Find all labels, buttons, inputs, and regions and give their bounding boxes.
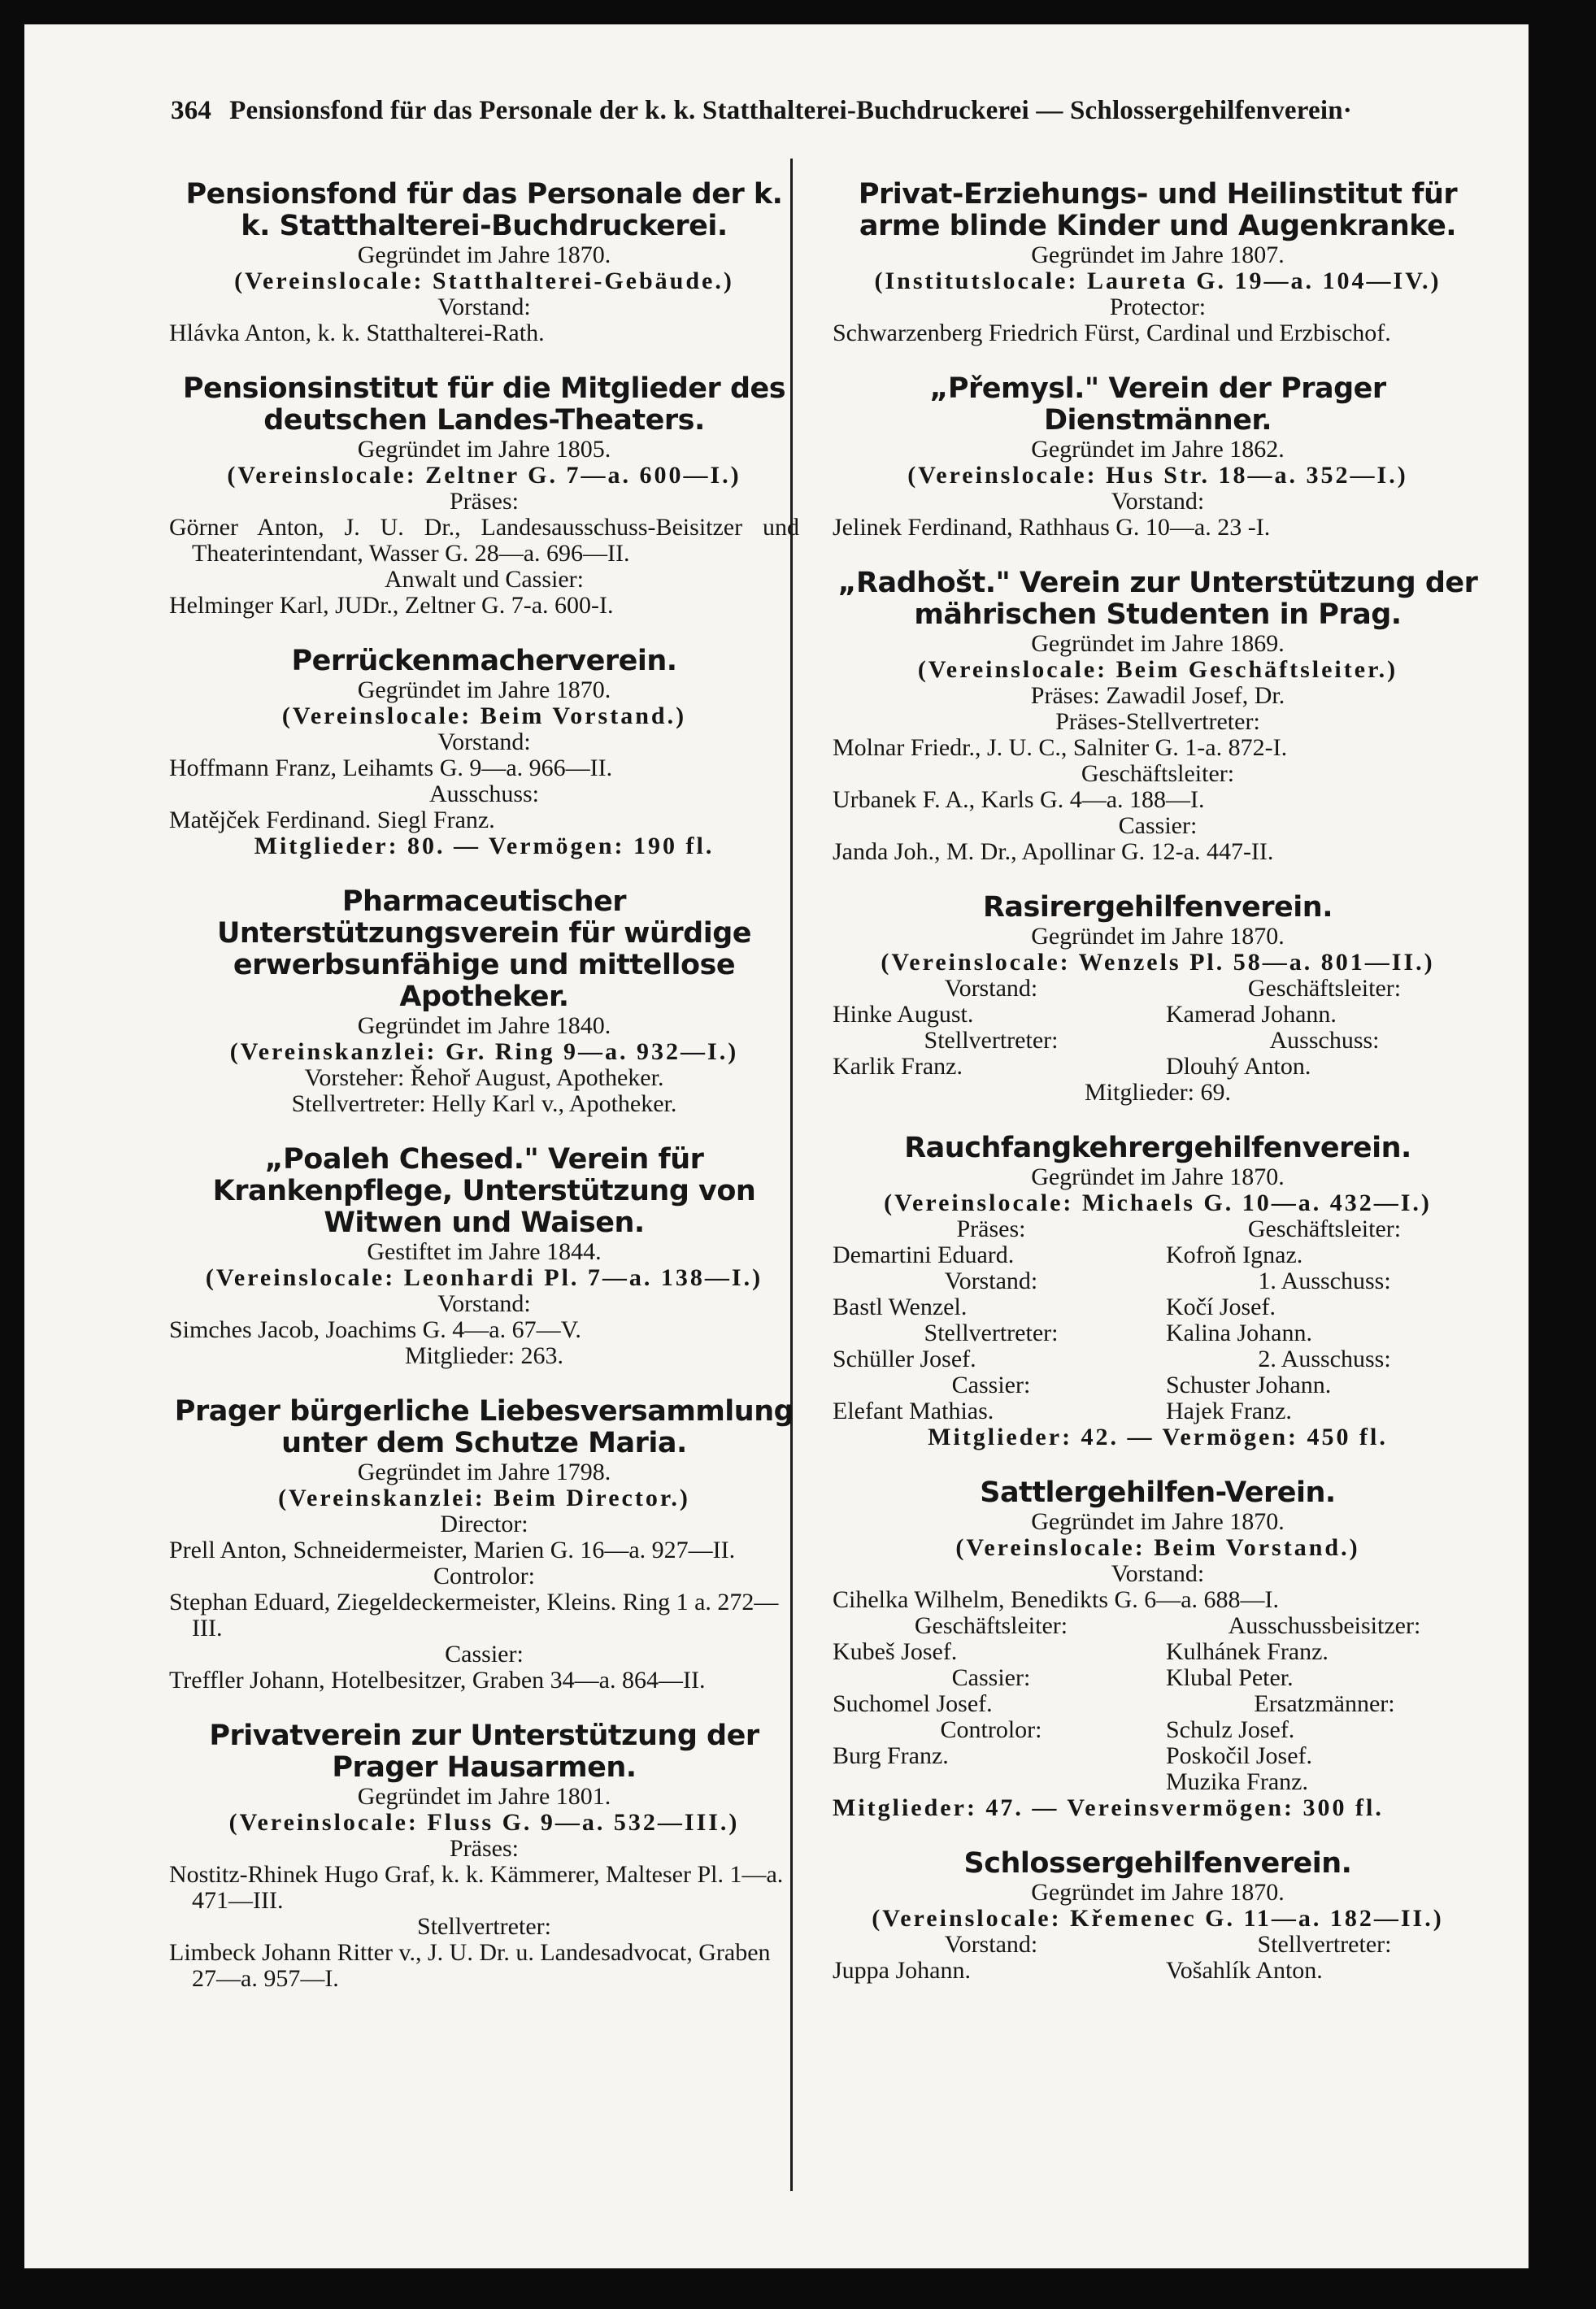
founded: Gegründet im Jahre 1801. [357,1783,611,1810]
role-label: 2. Ausschuss: [1258,1346,1391,1372]
person: Burg Franz. [833,1742,949,1769]
role-label: Cassier: [1118,812,1198,839]
person: Jelinek Ferdinand, Rathhaus G. 10—a. 23 -I. [833,514,1271,541]
person: Hajek Franz. [1166,1398,1292,1424]
info-line: Vorsteher: Řehoř August, Apotheker. [304,1064,664,1091]
locale: (Vereinslocale: Zeltner G. 7—a. 600—I.) [227,462,741,489]
person: Schulz Josef. [1166,1716,1295,1743]
locale: (Vereinslocale: Beim Vorstand.) [281,702,687,729]
role-label: Vorstand: [437,728,531,755]
person: Stephan Eduard, Ziegeldeckermeister, Kleins. Ring 1 a. 272—III. [169,1589,779,1642]
role-label: Ausschussbeisitzer: [1228,1612,1421,1639]
info-line: Präses: Zawadil Josef, Dr. [1030,682,1285,709]
person: Juppa Johann. [833,1957,971,1984]
role-label: 1. Ausschuss: [1258,1268,1391,1294]
person: Schüller Josef. [833,1346,976,1372]
locale: (Vereinslocale: Michaels G. 10—a. 432—I.) [884,1189,1432,1216]
role-label: Vorstand: [1111,1560,1205,1587]
person: Dlouhý Anton. [1166,1053,1311,1080]
entry-title: Pensionsinstitut für die Mitglieder des deutschen Landes-Theaters. [182,372,786,437]
locale: (Vereinslocale: Beim Geschäftsleiter.) [917,656,1398,683]
entry-title: „Poaleh Chesed." Verein für Krankenpflege, Unterstützung von Witwen und Waisen. [212,1143,756,1239]
role-label: Cassier: [951,1664,1031,1691]
person: Treffler Johann, Hotelbesitzer, Graben 34—a. 864—II. [169,1667,706,1694]
person: Elefant Mathias. [833,1398,994,1424]
entry-title: Sattlergehilfen-Verein. [980,1476,1336,1509]
role-label: Präses: [956,1215,1026,1242]
officer-grid [833,976,1483,1080]
role-label: Vorstand: [944,1268,1038,1294]
role-label: Vorstand: [1111,488,1205,515]
person: Vošahlík Anton. [1166,1957,1323,1984]
entry-premysl [833,373,1483,541]
role-label: Stellvertreter: [1257,1931,1392,1958]
entry-pensionsfond [169,179,799,346]
role-label: Stellvertreter: [924,1320,1059,1346]
officer-grid [833,1932,1483,1984]
role-label: Vorstand: [437,1290,531,1317]
role-label: Geschäftsleiter: [914,1612,1068,1639]
person: Molnar Friedr., J. U. C., Salniter G. 1-a. 872-I. [833,734,1288,761]
person: Bastl Wenzel. [833,1294,968,1320]
person: Schwarzenberg Friedrich Fürst, Cardinal und Erzbischof. [833,320,1391,346]
person: Cihelka Wilhelm, Benedikts G. 6—a. 688—I. [833,1586,1279,1613]
officer-grid [833,1216,1483,1424]
role-label: Präses-Stellvertreter: [1055,708,1260,735]
page-header [171,96,1488,126]
person: Schuster Johann. [1166,1372,1332,1398]
entry-pharmaceutischer-verein [169,886,799,1117]
role-label: Cassier: [445,1641,524,1668]
founded: Gegründet im Jahre 1870. [357,676,611,703]
person: Kočí Josef. [1166,1294,1276,1320]
person: Suchomel Josef. [833,1690,993,1717]
person: Kalina Johann. [1166,1320,1312,1346]
entry-perrueckenmacherverein [169,646,799,859]
info-line: Stellvertreter: Helly Karl v., Apotheker. [291,1090,677,1117]
entry-title: Privat-Erziehungs- und Heilinstitut für arme blinde Kinder und Augenkranke. [858,178,1458,242]
person [833,1769,1150,1795]
role-label: Protector: [1109,294,1207,320]
person: Kamerad Johann. [1166,1001,1337,1028]
person: Hinke August. [833,1001,974,1028]
person: Görner Anton, J. U. Dr., Landesausschuss-Beisitzer und Theaterintendant, Wasser G. 28—a. 696—II. [169,514,799,567]
role-label: Ausschuss: [428,781,539,807]
locale: (Vereinslocale: Statthalterei-Gebäude.) [234,267,734,294]
entry-title: Prager bürgerliche Liebesversammlung unter dem Schutze Maria. [174,1395,794,1459]
founded: Gestiftet im Jahre 1844. [367,1238,602,1265]
entry-radhost [833,567,1483,865]
locale: (Vereinslocale: Křemenec G. 11—a. 182—II.) [872,1905,1444,1932]
person: Helminger Karl, JUDr., Zeltner G. 7-a. 600-I. [169,592,614,619]
role-label: Präses: [450,1835,519,1862]
founded: Gegründet im Jahre 1870. [1031,1879,1285,1906]
running-title: Pensionsfond für das Personale der k. k. Statthalterei-Buchdruckerei — Schlossergehilfenverein· [229,96,1352,125]
left-column [169,179,799,2019]
person: Simches Jacob, Joachims G. 4—a. 67—V. [169,1316,581,1343]
person: Hoffmann Franz, Leihamts G. 9—a. 966—II. [169,754,613,781]
entry-title: Privatverein zur Unterstützung der Prager Hausarmen. [209,1720,759,1784]
person: Muzika Franz. [1166,1768,1308,1795]
founded: Gegründet im Jahre 1870. [357,241,611,268]
members: Mitglieder: 42. — Vermögen: 450 fl. [928,1424,1388,1450]
founded: Gegründet im Jahre 1870. [1031,923,1285,950]
role-label: Geschäftsleiter: [1247,975,1402,1002]
entry-schlossergehilfen [833,1848,1483,1984]
locale: (Vereinslocale: Beim Vorstand.) [955,1534,1360,1561]
person: Karlik Franz. [833,1053,963,1080]
entry-title: „Radhošt." Verein zur Unterstützung der mährischen Studenten in Prag. [837,567,1478,631]
entry-rauchfangkehrer [833,1133,1483,1450]
officer-grid [833,1613,1483,1795]
book-page [24,24,1529,2268]
entry-poaleh-chesed [169,1144,799,1369]
role-label: Vorstand: [944,975,1038,1002]
person: Kubeš Josef. [833,1638,958,1665]
role-label: Director: [440,1511,528,1537]
page-number: 364 [171,96,212,125]
role-label: Cassier: [951,1372,1031,1398]
members: Mitglieder: 69. [1085,1079,1231,1106]
locale: (Vereinslocale: Leonhardi Pl. 7—a. 138—I.) [205,1264,763,1291]
role-label: Controlor: [940,1716,1042,1743]
entry-title: „Přemysl." Verein der Prager Dienstmänner. [929,372,1386,437]
person: Matějček Ferdinand. Siegl Franz. [169,807,495,833]
role-label: Ersatzmänner: [1254,1690,1395,1717]
entry-privatverein-hausarmen [169,1720,799,1992]
founded: Gegründet im Jahre 1840. [357,1012,611,1039]
role-label: Geschäftsleiter: [1081,760,1235,787]
entry-sattlergehilfen [833,1477,1483,1821]
locale: (Vereinslocale: Fluss G. 9—a. 532—III.) [228,1809,740,1836]
right-column [833,179,1483,2011]
entry-title: Pharmaceutischer Unterstützungsverein für würdige erwerbsunfähige und mittellose Apotheker. [217,885,751,1013]
role-label: Vorstand: [944,1931,1038,1958]
locale: (Vereinskanzlei: Gr. Ring 9—a. 932—I.) [229,1038,739,1065]
founded: Gegründet im Jahre 1870. [1031,1508,1285,1535]
members: Mitglieder: 80. — Vermögen: 190 fl. [254,833,715,859]
entry-title: Rasirergehilfenverein. [982,891,1333,924]
entry-liebesversammlung [169,1396,799,1694]
role-label: Anwalt und Cassier: [385,566,584,593]
person: Hlávka Anton, k. k. Statthalterei-Rath. [169,320,545,346]
entry-title: Schlossergehilfenverein. [963,1847,1352,1880]
locale: (Vereinskanzlei: Beim Director.) [278,1485,690,1511]
founded: Gegründet im Jahre 1798. [357,1459,611,1485]
person: Limbeck Johann Ritter v., J. U. Dr. u. Landesadvocat, Graben 27—a. 957—I. [169,1939,771,1992]
role-label: Stellvertreter: [924,1027,1059,1054]
role-label: Präses: [450,488,519,515]
person: Demartini Eduard. [833,1241,1015,1268]
founded: Gegründet im Jahre 1807. [1031,241,1285,268]
role-label: Ausschuss: [1269,1027,1380,1054]
person: Poskočil Josef. [1166,1742,1312,1769]
entry-title: Perrückenmacherverein. [291,645,677,677]
members: Mitglieder: 47. — Vereinsvermögen: 300 fl. [833,1794,1384,1821]
founded: Gegründet im Jahre 1862. [1031,436,1285,463]
person: Klubal Peter. [1166,1664,1294,1691]
locale: (Vereinslocale: Wenzels Pl. 58—a. 801—II.) [881,949,1435,976]
entry-rasirergehilfenverein [833,892,1483,1106]
person: Nostitz-Rhinek Hugo Graf, k. k. Kämmerer, Malteser Pl. 1—a. 471—III. [169,1861,784,1914]
locale: (Institutslocale: Laureta G. 19—a. 104—IV.) [874,267,1442,294]
person: Urbanek F. A., Karls G. 4—a. 188—I. [833,786,1205,813]
role-label: Geschäftsleiter: [1247,1215,1402,1242]
locale: (Vereinslocale: Hus Str. 18—a. 352—I.) [907,462,1408,489]
person: Prell Anton, Schneidermeister, Marien G. 16—a. 927—II. [169,1537,736,1563]
entry-title: Rauchfangkehrergehilfenverein. [904,1132,1411,1164]
role-label: Controlor: [433,1563,535,1589]
person: Janda Joh., M. Dr., Apollinar G. 12-a. 447-II. [833,838,1274,865]
entry-blindeninstitut [833,179,1483,346]
founded: Gegründet im Jahre 1870. [1031,1163,1285,1190]
person: Kofroň Ignaz. [1166,1241,1303,1268]
members: Mitglieder: 263. [405,1342,563,1369]
entry-pensionsinstitut [169,373,799,619]
role-label: Vorstand: [437,294,531,320]
person: Kulhánek Franz. [1166,1638,1329,1665]
entry-title: Pensionsfond für das Personale der k. k. Statthalterei-Buchdruckerei. [185,178,783,242]
founded: Gegründet im Jahre 1805. [357,436,611,463]
role-label: Stellvertreter: [417,1913,551,1940]
founded: Gegründet im Jahre 1869. [1031,630,1285,657]
